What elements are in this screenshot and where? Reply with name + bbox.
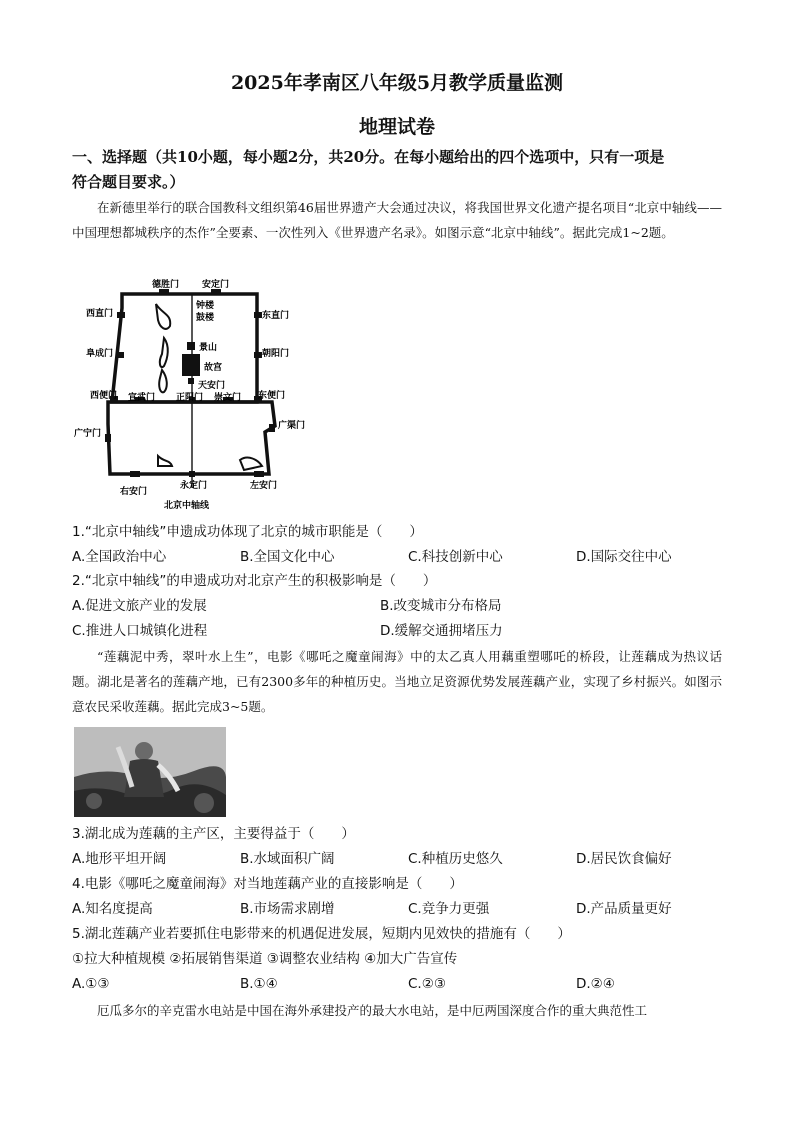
exam-subtitle: 地理试卷 (358, 116, 435, 138)
q2-option-d[interactable]: D.缓解交通拥堵压力 (380, 623, 503, 639)
lotus-harvest-photo (74, 727, 226, 817)
q3-option-d[interactable]: D.居民饮食偏好 (576, 851, 672, 867)
label-guanganmen: 广宁门 (74, 429, 102, 439)
label-gulou: 鼓楼 (196, 313, 215, 323)
q4-option-d[interactable]: D.产品质量更好 (576, 901, 672, 917)
label-dongzhimen: 东直门 (262, 311, 290, 321)
label-gugong: 故宫 (204, 363, 223, 373)
q2-option-b[interactable]: B.改变城市分布格局 (380, 598, 502, 614)
label-guangqumen: 广渠门 (278, 421, 306, 431)
q5-option-c[interactable]: C.②③ (408, 976, 446, 992)
label-xibianmen: 西便门 (90, 391, 118, 401)
label-zhonglou: 钟楼 (196, 301, 215, 311)
exam-title: 2025年孝南区八年级5月教学质量监测 (230, 72, 564, 94)
q5-statement-list: ①拉大种植规模 ②拓展销售渠道 ③调整农业结构 ④加大广告宣传 (72, 951, 458, 967)
passage-1: 在新德里举行的联合国教科文组织第46届世界遗产大会通过决议，将我国世界文化遗产提名项目“北京中轴线——中国理想都城秩序的杰作”全要素、一次性列入《世界遗产名录》。如图示意“北京中轴线”。据此完成1~2题。 (72, 200, 722, 240)
q1-option-b[interactable]: B.全国文化中心 (240, 549, 335, 565)
label-andingmen: 安定门 (202, 280, 230, 290)
q1-option-d[interactable]: D.国际交往中心 (576, 549, 672, 565)
q1-option-c[interactable]: C.科技创新中心 (408, 549, 503, 565)
label-chongwenmen: 崇文门 (214, 393, 242, 403)
q3-option-a[interactable]: A.地形平坦开阔 (72, 851, 167, 867)
gugong-block (182, 354, 200, 376)
label-yongdingmen: 永定门 (180, 481, 208, 491)
label-youanmen: 右安门 (120, 487, 148, 497)
q1-option-a[interactable]: A.全国政治中心 (72, 549, 167, 565)
question-4-stem: 4.电影《哪吒之魔童闹海》对当地莲藕产业的直接影响是（ ） (72, 876, 463, 892)
question-1-stem: 1.“北京中轴线”申遗成功体现了北京的城市职能是（ ） (72, 524, 423, 540)
label-fuchengmen: 阜成门 (86, 349, 114, 359)
label-chaoyangmen: 朝阳门 (262, 349, 290, 359)
label-xuanwumen: 宣武门 (128, 393, 156, 403)
label-tiananmen: 天安门 (198, 381, 226, 391)
q4-option-b[interactable]: B.市场需求剧增 (240, 901, 335, 917)
q3-option-b[interactable]: B.水域面积广阔 (240, 851, 335, 867)
label-deshengmen: 德胜门 (152, 280, 180, 290)
label-zhengyangmen: 正阳门 (176, 393, 204, 403)
question-2-stem: 2.“北京中轴线”的申遗成功对北京产生的积极影响是（ ） (72, 573, 437, 589)
q4-option-a[interactable]: A.知名度提高 (72, 901, 153, 917)
tiananmen-block (188, 378, 194, 384)
q5-option-b[interactable]: B.①④ (240, 976, 278, 992)
q5-option-d[interactable]: D.②④ (576, 976, 615, 992)
label-dongbianmen: 东便门 (258, 391, 286, 401)
beijing-axis-map (72, 274, 306, 514)
q4-option-c[interactable]: C.竞争力更强 (408, 901, 490, 917)
section-heading-line1: 一、选择题（共10小题，每小题2分，共20分。在每小题给出的四个选项中，只有一项是 (72, 148, 665, 166)
section-heading (72, 145, 722, 195)
q3-option-c[interactable]: C.种植历史悠久 (408, 851, 503, 867)
question-5-stem: 5.湖北莲藕产业若要抓住电影带来的机遇促进发展，短期内见效快的措施有（ ） (72, 926, 571, 942)
q2-option-a[interactable]: A.促进文旅产业的发展 (72, 598, 207, 614)
q5-option-a[interactable]: A.①③ (72, 976, 110, 992)
label-jingshan: 景山 (199, 343, 218, 353)
q2-option-c[interactable]: C.推进人口城镇化进程 (72, 623, 208, 639)
passage-2: “莲藕泥中秀，翠叶水上生”，电影《哪吒之魔童闹海》中的太乙真人用藕重塑哪吒的桥段，让莲藕成为热议话题。湖北是著名的莲藕产地，已有2300多年的种植历史。当地立足资源优势发展莲藕产业，实现了乡村振兴。如图示意农民采收莲藕。据此完成3~5题。 (72, 649, 722, 714)
question-3-stem: 3.湖北成为莲藕的主产区，主要得益于（ ） (72, 826, 355, 842)
jingshan-block (187, 342, 195, 350)
label-zuoanmen: 左安门 (250, 481, 278, 491)
label-xizhimen: 西直门 (86, 309, 114, 319)
passage-3: 厄瓜多尔的辛克雷水电站是中国在海外承建投产的最大水电站，是中厄两国深度合作的重大典范性工 (97, 1003, 648, 1018)
label-axis: 北京中轴线 (164, 501, 210, 511)
section-heading-line2: 符合题目要求。） (72, 173, 185, 191)
